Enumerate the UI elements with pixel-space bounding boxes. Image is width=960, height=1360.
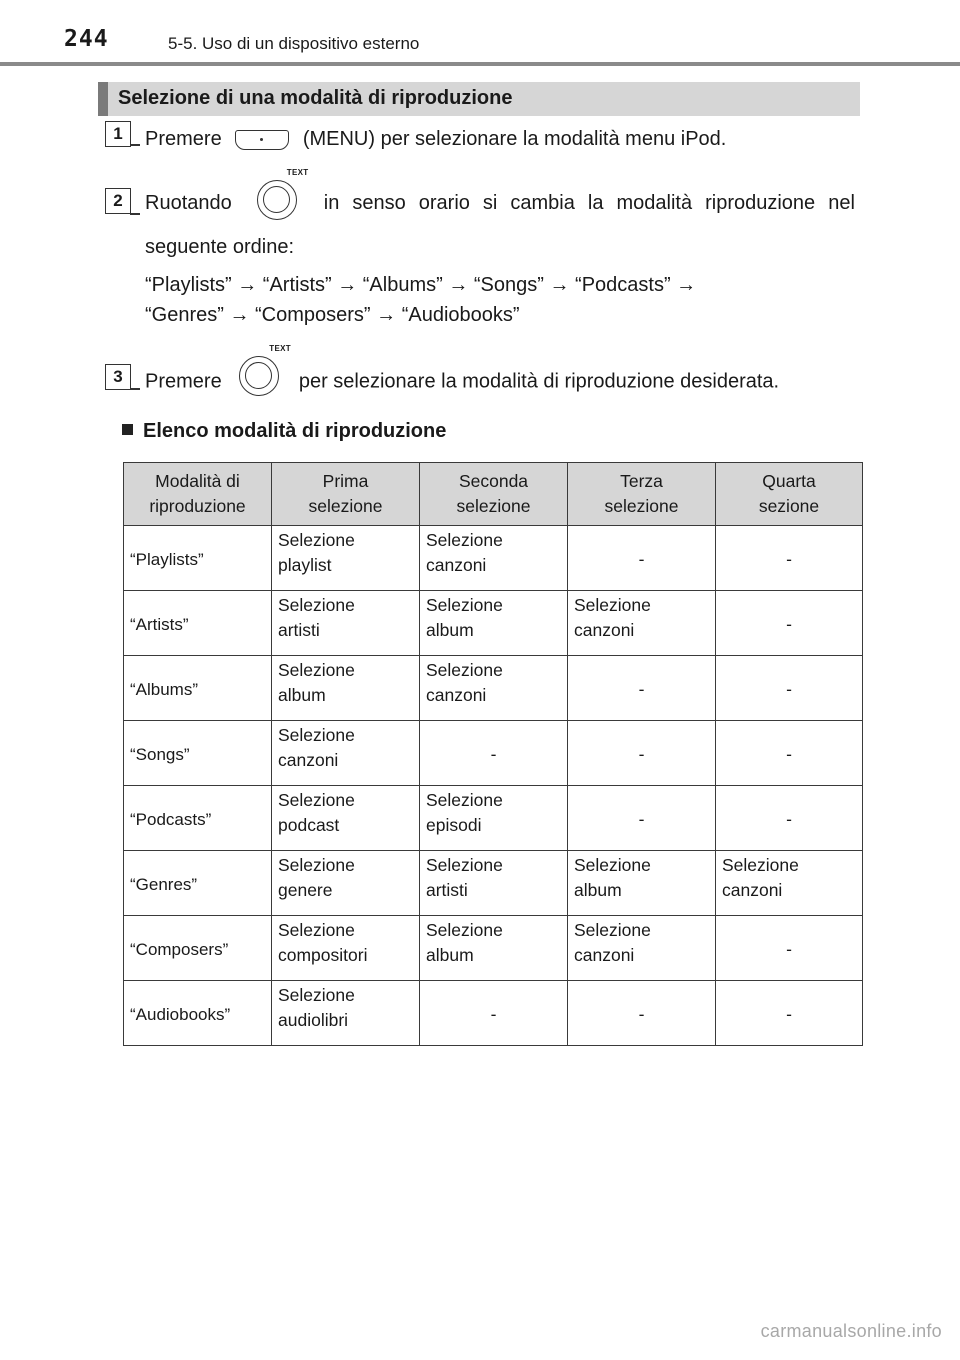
step-2-leader-line — [130, 213, 140, 215]
selection-cell: - — [716, 526, 863, 591]
tune-knob-icon — [237, 344, 291, 396]
step-1-text — [145, 128, 726, 151]
page-number: 244 — [64, 26, 109, 52]
section-title-bar — [98, 82, 860, 116]
step-3-number: 3 — [105, 364, 131, 390]
selection-cell: Selezione compositori — [272, 916, 420, 981]
selection-cell: - — [716, 916, 863, 981]
tune-knob-icon — [255, 168, 309, 220]
column-header: Modalità di riproduzione — [124, 463, 272, 526]
selection-cell: Selezione album — [272, 656, 420, 721]
play-modes-table — [123, 462, 863, 1046]
step-3-text-before: Premere — [145, 370, 222, 393]
step-2-line-1 — [145, 168, 855, 220]
selection-cell: Selezione canzoni — [272, 721, 420, 786]
play-order-line-1: “Playlists” → “Artists” → “Albums” → “Songs” → “Podcasts” → — [145, 274, 697, 296]
mode-cell: “Audiobooks” — [124, 981, 272, 1046]
table-row — [124, 981, 863, 1046]
selection-cell: Selezione genere — [272, 851, 420, 916]
mode-cell: “Artists” — [124, 591, 272, 656]
mode-cell: “Songs” — [124, 721, 272, 786]
table-row — [124, 721, 863, 786]
selection-cell: Selezione episodi — [420, 786, 568, 851]
step-2-line-2: seguente ordine: — [145, 236, 295, 258]
table-row — [124, 591, 863, 656]
selection-cell: - — [568, 656, 716, 721]
selection-cell: Selezione artisti — [272, 591, 420, 656]
selection-cell: - — [568, 721, 716, 786]
selection-cell: Selezione canzoni — [420, 656, 568, 721]
selection-cell: - — [716, 591, 863, 656]
step-2-word: si — [482, 192, 498, 214]
selection-cell: Selezione artisti — [420, 851, 568, 916]
selection-cell: - — [568, 526, 716, 591]
bullet-square-icon — [122, 424, 133, 435]
selection-cell: Selezione album — [420, 591, 568, 656]
selection-cell: - — [420, 981, 568, 1046]
step-2-word: orario — [418, 192, 470, 214]
selection-cell: Selezione album — [568, 851, 716, 916]
step-2-word: Ruotando — [145, 192, 232, 214]
table-header-row — [124, 463, 863, 526]
list-heading-text: Elenco modalità di riproduzione — [143, 420, 447, 442]
step-2-number: 2 — [105, 188, 131, 214]
table-row — [124, 916, 863, 981]
selection-cell: Selezione album — [420, 916, 568, 981]
knob-ring — [257, 180, 297, 220]
page-header — [0, 0, 960, 70]
step-2-word: cambia — [510, 192, 575, 214]
table-row — [124, 786, 863, 851]
mode-cell: “Composers” — [124, 916, 272, 981]
selection-cell: - — [716, 721, 863, 786]
step-2-word: nel — [828, 192, 855, 214]
selection-cell: - — [716, 786, 863, 851]
selection-cell: Selezione canzoni — [420, 526, 568, 591]
table-row — [124, 656, 863, 721]
selection-cell: Selezione podcast — [272, 786, 420, 851]
selection-cell: Selezione playlist — [272, 526, 420, 591]
step-3-text-after: per selezionare la modalità di riproduzione desiderata. — [298, 370, 780, 393]
header-rule — [0, 62, 960, 66]
step-1-text-before: Premere — [145, 128, 222, 150]
table-row — [124, 851, 863, 916]
menu-button-icon — [235, 130, 289, 150]
step-1-leader-line — [130, 144, 140, 146]
column-header: Seconda selezione — [420, 463, 568, 526]
mode-cell: “Podcasts” — [124, 786, 272, 851]
knob-text-tag: TEXT — [286, 168, 309, 177]
step-2-word: senso — [352, 192, 406, 214]
mode-cell: “Playlists” — [124, 526, 272, 591]
section-title: Selezione di una modalità di riproduzione — [118, 87, 513, 109]
step-2-word: riproduzione — [705, 192, 816, 214]
knob-text-tag: TEXT — [269, 344, 291, 353]
selection-cell: - — [420, 721, 568, 786]
mode-cell: “Albums” — [124, 656, 272, 721]
selection-cell: - — [568, 981, 716, 1046]
step-2-word: la — [587, 192, 604, 214]
column-header: Quarta sezione — [716, 463, 863, 526]
chapter-title: 5-5. Uso di un dispositivo esterno — [168, 34, 420, 53]
step-3-leader-line — [130, 388, 140, 390]
selection-cell: Selezione canzoni — [716, 851, 863, 916]
selection-cell: - — [568, 786, 716, 851]
step-1-text-after: (MENU) per selezionare la modalità menu iPod. — [302, 128, 727, 150]
selection-cell: Selezione canzoni — [568, 591, 716, 656]
list-heading — [122, 420, 446, 443]
table-row — [124, 526, 863, 591]
step-1-number: 1 — [105, 121, 131, 147]
step-3-text — [145, 344, 780, 396]
step-2-word: modalità — [616, 192, 693, 214]
column-header: Prima selezione — [272, 463, 420, 526]
column-header: Terza selezione — [568, 463, 716, 526]
watermark: carmanualsonline.info — [760, 1321, 942, 1341]
selection-cell: - — [716, 981, 863, 1046]
selection-cell: - — [716, 656, 863, 721]
step-2-word: in — [323, 192, 340, 214]
selection-cell: Selezione audiolibri — [272, 981, 420, 1046]
mode-cell: “Genres” — [124, 851, 272, 916]
selection-cell: Selezione canzoni — [568, 916, 716, 981]
knob-ring — [239, 356, 279, 396]
play-order-line-2: “Genres” → “Composers” → “Audiobooks” — [145, 304, 520, 326]
